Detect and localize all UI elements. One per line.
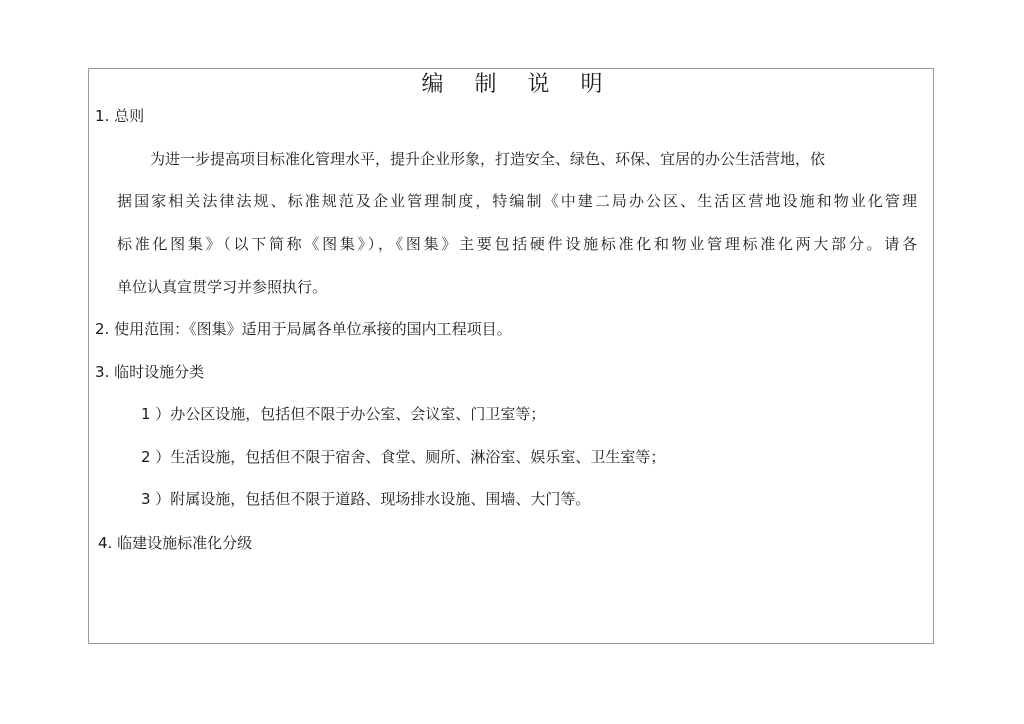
section-2-text: 2. 使用范围：《图集》适用于局属各单位承接的国内工程项目。 xyxy=(95,320,512,338)
section-1-paragraph-line-2: 据国家相关法律法规、标准规范及企业管理制度，特编制《中建二局办公区、生活区营地设施和物业化管理 xyxy=(117,192,917,210)
section-1-paragraph-line-1: 为进一步提高项目标准化管理水平，提升企业形象，打造安全、绿色、环保、宜居的办公生活营地，依 xyxy=(150,150,826,168)
section-1-heading: 1. 总则 xyxy=(95,107,145,125)
section-3-item-2: 2 ）生活设施，包括但不限于宿舍、食堂、厕所、淋浴室、娱乐室、卫生室等； xyxy=(141,448,666,466)
section-4-heading: 4. 临建设施标准化分级 xyxy=(98,534,253,552)
section-3-heading: 3. 临时设施分类 xyxy=(95,363,205,381)
section-3-item-3: 3 ）附属设施，包括但不限于道路、现场排水设施、围墙、大门等。 xyxy=(141,490,591,508)
section-3-item-1: 1 ）办公区设施，包括但不限于办公室、会议室、门卫室等； xyxy=(141,405,546,423)
section-1-paragraph-line-4: 单位认真宣贯学习并参照执行。 xyxy=(117,278,328,296)
section-1-paragraph-line-3: 标准化图集》（以下简称《图集》），《图集》主要包括硬件设施标准化和物业管理标准化两大部分。请各 xyxy=(117,235,917,253)
document-title: 编 制 说 明 xyxy=(421,72,615,97)
